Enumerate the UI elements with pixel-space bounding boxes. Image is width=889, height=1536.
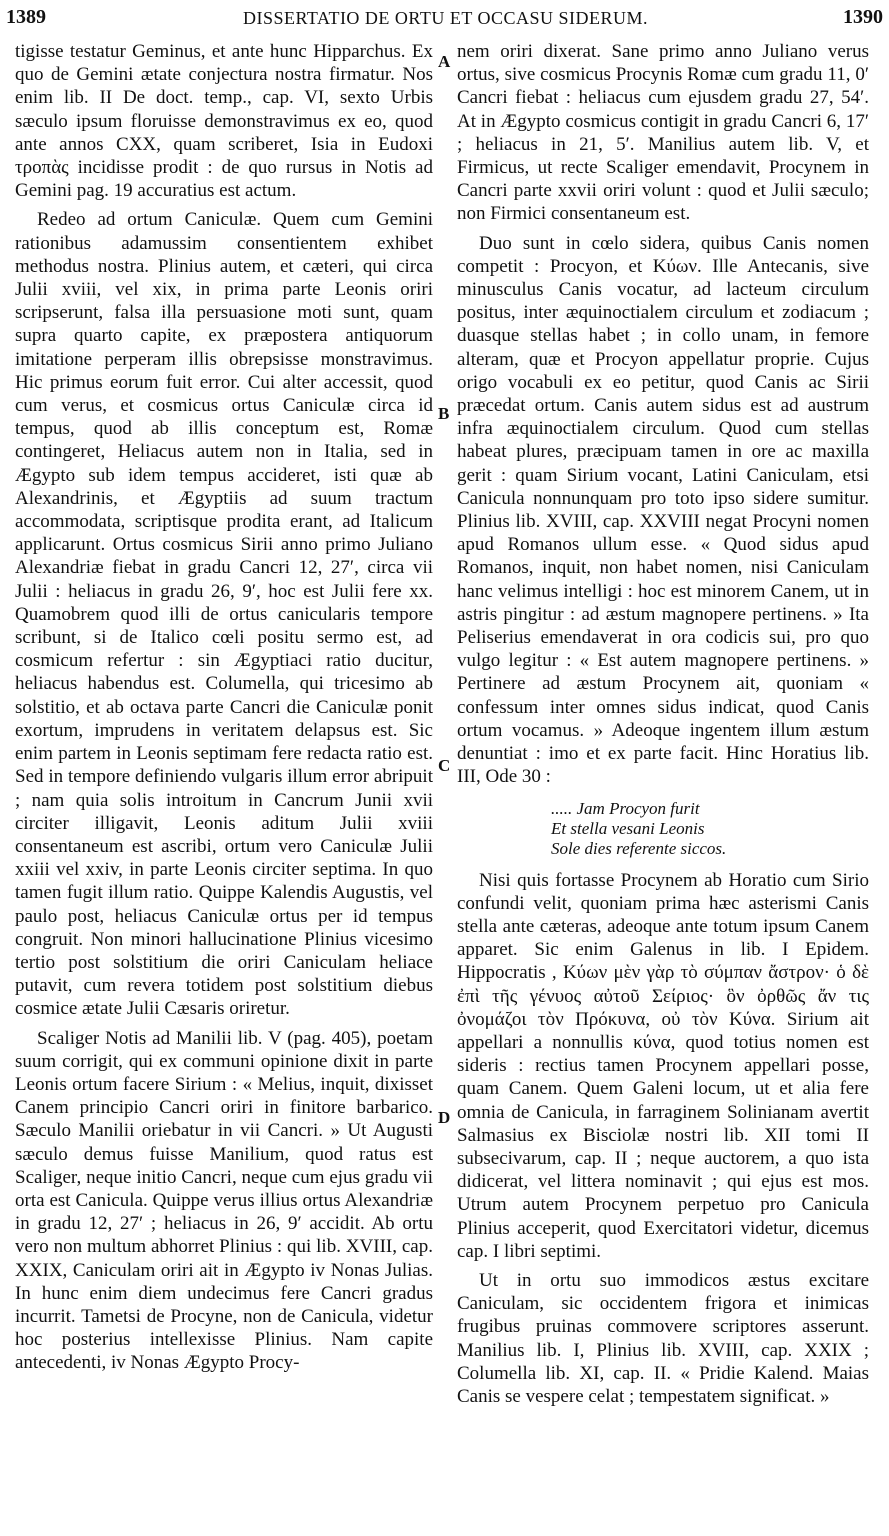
paragraph: Duo sunt in cœlo sidera, quibus Canis nomen competit : Procyon, et Κύων. Ille Antecanis, sive minusculus Canis vocatur, ad lacteum circulum positus, inter æquinoctialem circulum et zodiacum ; duasque stellas habet ; in collo unam, in femore alteram, quæ et Procyon appellatur proprie. Cujus origo vocabuli ex eo petitur, quod Canis ac Sirii præcedat ortum. Canis autem sidus est ad austrum infra æquinoctialem circulum. Quod cum stellas habeat plures, præcipuam tamen in ore ac maxilla gerit : quam Sirium vocant, Latini Caniculam, etsi Canicula nonnunquam pro toto ipso sidere sumitur. Plinius lib. XVIII, cap. XXVIII negat Procyni nomen apud Romanos ullum esse. « Quod sidus apud Romanos, inquit, non habet nomen, nisi Caniculam hanc velimus intelligi : hoc est minorem Canem, ut in astris pingitur : ad æstum magnopere pertinens. » Ita Peliserius emendaverat in ora codicis sui, pro quo vulgo legitur : « Est autem magnopere pertinens. » Pertinere ad æstum Procynem ait, quoniam « confessum inter omnes sidus indicat, quod Canis ortum vocamus. » Adeoque ingentem illum æstum denuntiat : imo et ex parte facit. Hinc Horatius lib. III, Ode 30 : xyxy=(457,232,869,788)
section-marker-b: B xyxy=(438,404,450,423)
paragraph: Redeo ad ortum Caniculæ. Quem cum Gemini rationibus adamussim consentientem exhibet methodus nostra. Plinius autem, et cæteri, qui circa Julii xviii, vel xix, in prima parte Leonis oriri scripserunt, falsa illa persuasione moti sunt, quam supra quarto capite, ex præpostera antiquorum imitatione perperam illis obrepsisse monstravimus. Hic primus eorum fuit error. Cui alter accessit, quod cum verus, et cosmicus ortus Caniculæ circa id tempus, quod ab illis conceptum est, Romæ contingeret, Heliacus autem non in Italia, sed in Ægypto sub idem tempus accideret, isti quæ ab Alexandrinis, et Ægyptiis ad suum tractum accommodata, scriptisque prodita erant, ad Italicum applicarunt. Ortus cosmicus Sirii anno primo Juliano Alexandriæ fiebat in gradu Cancri 12, 27′, circa vii Julii : heliacus in gradu 26, 9′, hoc est Julii fere xx. Quamobrem quod illi de ortus canicularis tempore scribunt, si de Italico cœli positu sermo est, ad cosmicum refertur : sin Ægyptiaci ratio ducitur, heliacus habendus est. Columella, qui tricesimo ab solstitio, et ab octava parte Cancri die Caniculæ ponit exortum, imprudens in veritatem delapsus est. Sic enim partem in Leonis septimam fere redacta ratio est. Sed in tempore definiendo vulgaris illum error abripuit ; nam quia solis introitum in Cancrum Junii xvii circiter illigavit, Leonis aditum Julii xviii consentaneum est ascribi, ortum vero Caniculæ Julii xxiii vel xxiv, in parte Leonis circiter septima. In quo tamen fugit illum ratio. Quippe Kalendis Augustis, vel paulo post, heliacus Caniculæ ortus per id tempus congruit. Non minori hallucinatione Plinius vicesimo tertio post solstitium die oriri Caniculam heliace putavit, cum revera totidem post solstitium diebus cosmice ætate Julii Cæsaris oriretur. xyxy=(15,209,433,1020)
paragraph: Ut in ortu suo immodicos æstus excitare Caniculam, sic occidentem frigora et inimicas frugibus pruinas commovere scriptores asserunt. Manilius lib. I, Plinius lib. XVIII, cap. XXIX ; Columella lib. XI, cap. II. « Pridie Kalend. Maias Canis se vespere celat ; tempestatem significat. » xyxy=(457,1269,869,1407)
paragraph: nem oriri dixerat. Sane primo anno Juliano verus ortus, sive cosmicus Procynis Romæ cum gradu 11, 0′ Cancri fiebat : heliacus cum ejusdem gradu 27, 54′. At in Ægypto cosmicus contigit in gradu Cancri 6, 17′ ; heliacus in 21, 5′. Manilius autem lib. V, et Firmicus, ut recte Scaliger emendavit, Procynem in Cancri parte xxvii oriri volunt : quod et Julii sæculo; non Firmici consentaneum est. xyxy=(457,41,869,225)
section-marker-c: C xyxy=(438,756,451,775)
right-column xyxy=(457,40,869,1414)
paragraph: tigisse testatur Geminus, et ante hunc Hipparchus. Ex quo de Gemini ætate conjectura nostra firmatur. Nos enim lib. II De doct. temp., cap. VI, sexto Urbis sæculo ipsum floruisse demonstravimus ex eo, quod ante annos CXX, quam scriberet, Isia in Eudoxi τροπὰς incidisse prodit : de quo rursus in Notis ad Gemini pag. 19 accuratius est actum. xyxy=(15,41,433,202)
paragraph: Scaliger Notis ad Manilii lib. V (pag. 405), poetam suum corrigit, qui ex communi opinione dixit in parte Leonis ortum facere Sirium : « Melius, inquit, dixisset Canem principio Cancri oriri in finitore barbarico. Sæculo Manilii oriebatur in vii Cancri. » Ut Augusti sæculo demus fuisse Manilium, quod ratus est Scaliger, neque initio Cancri, neque cum ejus gradu vii orta est Canicula. Quippe verus illius ortus Alexandriæ in gradu 12, 27′ ; heliacus in 26, 9′ accidit. Ab ortu vero non multum abhorret Plinius : qui lib. XVIII, cap. XXIX, Caniculam oriri ait in Ægypto iv Nonas Julias. In hunc enim diem undecimus fere Cancri gradus incurrit. Tametsi de Procyne, non de Canicula, videtur hoc posterius intellexisse Plinius. Nam capite antecedenti, iv Nonas Ægypto Procy- xyxy=(15,1027,433,1374)
page-number-left: 1389 xyxy=(6,6,46,28)
page-number-right: 1390 xyxy=(843,6,883,28)
verse-line: Et stella vesani Leonis xyxy=(551,818,705,838)
page-header xyxy=(6,2,885,36)
paragraph: Nisi quis fortasse Procynem ab Horatio cum Sirio confundi velit, quoniam prima hæc asterismi Canis stella ante cæteras, adeoque ante totum ipsum Canem apparet. Sic enim Galenus in lib. I Epidem. Hippocratis , Κύων μὲν γὰρ τὸ σύμπαν ἄστρον· ὁ δὲ ἐπὶ τῆς γένυος αὐτοῦ Σείριος· ὃν ὀρθῶς ἄν τις ὀνομάζοι τὸν Πρόκυνα, οὐ τὸν Κύνα. Sirium ait appellari a nonnullis κύνα, quod totius nomen est sideris : rectius tamen Procynem appellari posse, quam Canem. Quem Galeni locum, ut et alia fere omnia de Canicula, in farraginem Solinianam avertit Salmasius ex Bisciolæ nostri lib. XII tomi II subsecivarum, cap. II ; neque auctorem, a quo ista didicerat, vel littera nominavit ; qui ejus est mos. Utrum autem Procynem perpetuo pro Canicula Plinius acceperit, quod Exercitatori videtur, dicemus cap. I libri septimi. xyxy=(457,869,869,1262)
verse-quotation xyxy=(551,799,869,859)
left-column xyxy=(15,40,433,1381)
verse-line: ..... Jam Procyon furit xyxy=(551,798,700,818)
section-marker-d: D xyxy=(438,1108,451,1127)
verse-line: Sole dies referente siccos. xyxy=(551,838,727,858)
section-marker-a: A xyxy=(438,52,451,71)
running-title: DISSERTATIO DE ORTU ET OCCASU SIDERUM. xyxy=(242,8,649,28)
